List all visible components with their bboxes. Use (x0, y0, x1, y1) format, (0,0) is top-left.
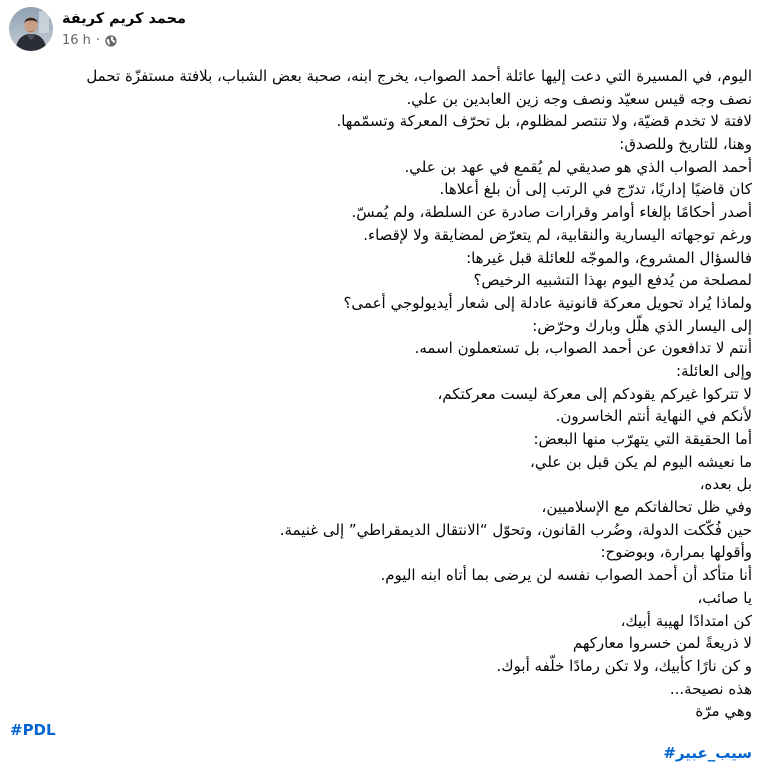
post-text-line: أنا متأكد أن أحمد الصواب نفسه لن يرضى بما أتاه ابنه اليوم. (380, 566, 752, 585)
hashtag-link-sib-abir[interactable]: #سيب_عبير (663, 744, 752, 762)
post-text-line: لافتة لا تخدم قضيّة، ولا تنتصر لمظلوم، بل تحرّف المعركة وتسمّمها. (336, 112, 752, 131)
post-text-line: اليوم، في المسيرة التي دعت إليها عائلة أحمد الصواب، يخرج ابنه، صحبة بعض الشباب، بلافتة مستفزّة تحمل (86, 67, 752, 85)
author-avatar[interactable] (9, 7, 53, 51)
post-text-line: إلى اليسار الذي هلّل وبارك وحرّض: (532, 316, 752, 335)
post-text-line: هذه نصيحة... (669, 679, 752, 698)
post-text-line: لا تتركوا غيركم يقودكم إلى معركة ليست معركتكم، (437, 384, 752, 403)
post-text-line: كن امتدادًا لهيبة أبيك، (620, 611, 752, 630)
hashtag-link-pdl[interactable]: #PDL (10, 721, 56, 739)
post-header (0, 0, 764, 60)
post-text-line: بل بعده، (699, 475, 752, 494)
post-meta (62, 32, 117, 50)
author-name[interactable]: محمد كريم كريفة (62, 11, 187, 27)
meta-separator: · (95, 33, 101, 48)
post-text-line: وأقولها بمرارة، وبوضوح: (600, 543, 752, 562)
post-text-line: لأنكم في النهاية أنتم الخاسرون. (555, 407, 752, 426)
post-text-line: أما الحقيقة التي يتهرّب منها البعض: (533, 430, 752, 448)
post-text-line: لا ذريعةً لمن خسروا معاركهم (572, 634, 752, 653)
post-text-line: وهي مرّة (695, 702, 752, 721)
post-timestamp[interactable]: 16 h (62, 33, 91, 48)
post-text-line: ما نعيشه اليوم لم يكن قبل بن علي، (530, 452, 752, 471)
post-text-line: كان قاضيًا إداريًا، تدرّج في الرتب إلى أن بلغ أعلاها. (439, 180, 752, 199)
post-text-line: ولماذا يُراد تحويل معركة قانونية عادلة إلى شعار أيديولوجي أعمى؟ (343, 293, 752, 312)
hashtag-row (10, 719, 752, 742)
post-text-line: أصدر أحكامًا بإلغاء أوامر وقرارات صادرة عن السلطة، ولم يُمسّ. (351, 203, 752, 222)
post-text-line: لمصلحة من يُدفع اليوم بهذا التشبيه الرخيص؟ (473, 271, 752, 290)
post-text-line: حين فُكّكت الدولة، وضُرب القانون، وتحوّل “الانتقال الديمقراطي” إلى غنيمة. (279, 520, 752, 539)
post-text-line: يا صائب، (697, 588, 752, 607)
post-text-line: و كن نارًا كأبيك، ولا تكن رمادًا خلّفه أبوك. (496, 656, 752, 675)
hashtags (10, 719, 752, 765)
globe-icon (105, 35, 117, 47)
post-body (12, 65, 752, 723)
post-text-line: أحمد الصواب الذي هو صديقي لم يُقمع في عهد بن علي. (404, 157, 752, 176)
post-text-line: وفي ظل تحالفاتكم مع الإسلاميين، (541, 498, 752, 517)
post-text-line: فالسؤال المشروع، والموجّه للعائلة قبل غيرها: (466, 248, 752, 267)
post-text-line: نصف وجه قيس سعيّد ونصف وجه زين العابدين بن علي. (406, 89, 752, 108)
profile-photo (9, 7, 53, 51)
post-text-line: وهنا، للتاريخ وللصدق: (619, 135, 752, 154)
post-text-line: وإلى العائلة: (675, 361, 752, 380)
post-text-line: أنتم لا تدافعون عن أحمد الصواب، بل تستعملون اسمه. (414, 339, 752, 358)
hashtag-row (10, 742, 752, 765)
post-text-line: ورغم توجهاته اليسارية والنقابية، لم يتعرّض لمضايقة ولا لإقصاء. (363, 225, 752, 244)
